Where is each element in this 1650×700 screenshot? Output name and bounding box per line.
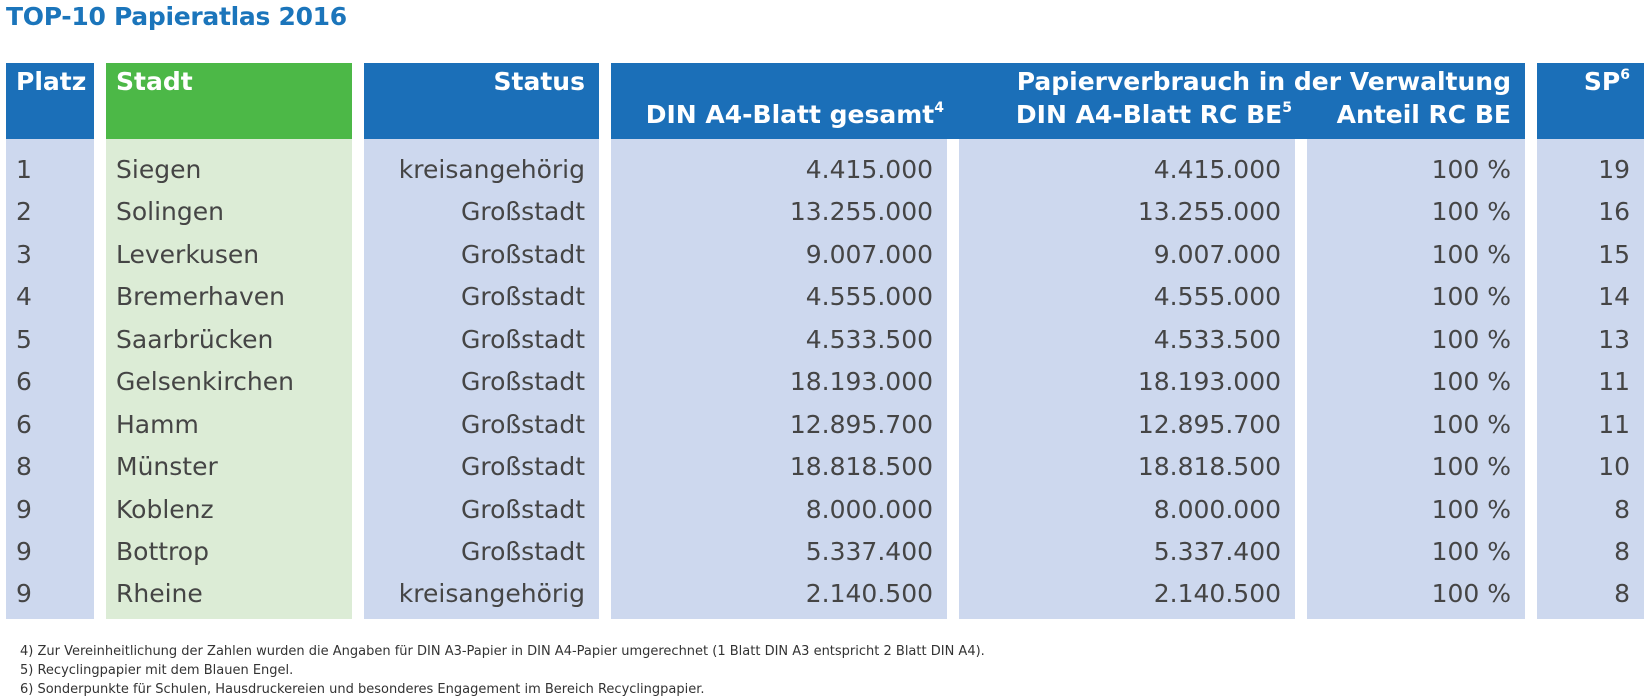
cell-rc: 12.895.700 [1137,409,1281,439]
footnote-ref-6: 6 [1620,67,1630,83]
header-gesamt-label: DIN A4-Blatt gesamt$^4$ [645,100,944,129]
cell-rc: 5.337.400 [1153,536,1281,566]
cell-sp: 8 [1614,536,1630,566]
cell-gesamt: 9.007.000 [805,239,933,269]
cell-sp: 10 [1598,452,1630,482]
cell-gesamt: 5.337.400 [805,536,933,566]
cell-gesamt: 4.533.500 [805,324,933,354]
column-sp [1537,63,1644,619]
cell-stadt: Leverkusen [116,239,260,269]
cell-rc: 18.818.500 [1137,452,1281,482]
cell-status: Großstadt [461,197,585,227]
header-anteil-label: Anteil RC BE [1336,100,1511,129]
footnotes [20,642,985,699]
cell-stadt: Siegen [116,155,202,184]
cell-stadt: Saarbrücken [116,324,274,354]
cell-status: Großstadt [461,324,585,354]
cell-platz: 4 [16,282,32,312]
cell-gesamt: 4.415.000 [805,155,933,184]
cell-rc: 4.555.000 [1153,282,1281,312]
cell-anteil: 100 % [1431,452,1511,482]
cell-platz: 3 [16,239,32,269]
cell-anteil: 100 % [1431,409,1511,439]
cell-gesamt: 12.895.700 [789,409,933,439]
cell-status: kreisangehörig [398,579,585,609]
footnote-4: 4) Zur Vereinheitlichung der Zahlen wurden die Angaben für DIN A3-Papier in DIN A4-Papier umgerechnet (1 Blatt DIN A3 entspricht 2 Blatt DIN A4). [20,644,985,659]
column-status [364,63,599,619]
cell-sp: 8 [1614,579,1630,609]
cell-gesamt: 13.255.000 [789,197,933,227]
cell-anteil: 100 % [1431,282,1511,312]
header-platz-label: Platz [16,67,87,96]
cell-anteil: 100 % [1431,324,1511,354]
cell-stadt: Hamm [116,409,199,439]
cell-stadt: Bremerhaven [116,282,286,312]
cell-gesamt: 18.818.500 [789,452,933,482]
cell-stadt: Bottrop [116,536,209,566]
cell-sp: 19 [1598,155,1630,184]
cell-platz: 1 [16,155,32,184]
cell-status: Großstadt [461,536,585,566]
page-title: TOP-10 Papieratlas 2016 [6,2,347,31]
cell-status: kreisangehörig [398,155,585,184]
cell-status: Großstadt [461,367,585,397]
column-header-sp [1537,63,1644,139]
cell-status: Großstadt [461,409,585,439]
cell-rc: 9.007.000 [1153,239,1281,269]
cell-anteil: 100 % [1431,367,1511,397]
cell-stadt: Münster [116,452,218,482]
cell-rc: 18.193.000 [1137,367,1281,397]
cell-anteil: 100 % [1431,536,1511,566]
cell-gesamt: 4.555.000 [805,282,933,312]
cell-anteil: 100 % [1431,197,1511,227]
cell-sp: 16 [1598,197,1630,227]
cell-platz: 6 [16,367,32,397]
cell-platz: 9 [16,579,32,609]
footnote-ref-4: 4 [934,100,944,116]
cell-sp: 11 [1598,409,1630,439]
cell-gesamt: 18.193.000 [789,367,933,397]
cell-rc: 2.140.500 [1153,579,1281,609]
footnote-ref-5: 5 [1282,100,1292,116]
cell-stadt: Rheine [116,579,203,609]
cell-platz: 9 [16,494,32,524]
cell-gesamt: 8.000.000 [805,494,933,524]
column-platz [6,63,94,619]
header-stadt-label: Stadt [116,67,193,96]
cell-status: Großstadt [461,494,585,524]
column-header-stadt [106,63,352,139]
header-rc-label: DIN A4-Blatt RC BE$^5$ [1015,100,1292,129]
column-header-platz [6,63,94,139]
cell-sp: 8 [1614,494,1630,524]
footnote-5: 5) Recyclingpapier mit dem Blauen Engel. [20,663,294,678]
cell-platz: 2 [16,197,32,227]
cell-platz: 6 [16,409,32,439]
header-papier-group-label: Papierverbrauch in der Verwaltung [1016,67,1511,96]
header-sp-label: SP$^6$ [1583,67,1630,96]
cell-sp: 13 [1598,324,1630,354]
cell-anteil: 100 % [1431,155,1511,184]
cell-platz: 9 [16,536,32,566]
cell-sp: 11 [1598,367,1630,397]
cell-anteil: 100 % [1431,494,1511,524]
column-gesamt [611,63,947,619]
cell-rc: 8.000.000 [1153,494,1281,524]
column-anteil [1307,63,1525,619]
cell-status: Großstadt [461,452,585,482]
column-rc [959,63,1295,619]
cell-status: Großstadt [461,239,585,269]
cell-rc: 4.533.500 [1153,324,1281,354]
cell-anteil: 100 % [1431,239,1511,269]
cell-stadt: Gelsenkirchen [116,367,294,397]
cell-stadt: Solingen [116,197,224,227]
cell-rc: 4.415.000 [1153,155,1281,184]
column-stadt [106,63,352,619]
cell-platz: 5 [16,324,32,354]
cell-rc: 13.255.000 [1137,197,1281,227]
footnote-6: 6) Sonderpunkte für Schulen, Hausdruckereien und besonderes Engagement im Bereich Recyclingpapier. [20,682,705,697]
cell-stadt: Koblenz [116,494,214,524]
cell-status: Großstadt [461,282,585,312]
column-header-status [364,63,599,139]
header-status-label: Status [493,67,585,96]
column-header-papierverbrauch [611,63,1525,139]
cell-sp: 14 [1598,282,1630,312]
cell-gesamt: 2.140.500 [805,579,933,609]
cell-sp: 15 [1598,239,1630,269]
cell-anteil: 100 % [1431,579,1511,609]
cell-platz: 8 [16,452,32,482]
